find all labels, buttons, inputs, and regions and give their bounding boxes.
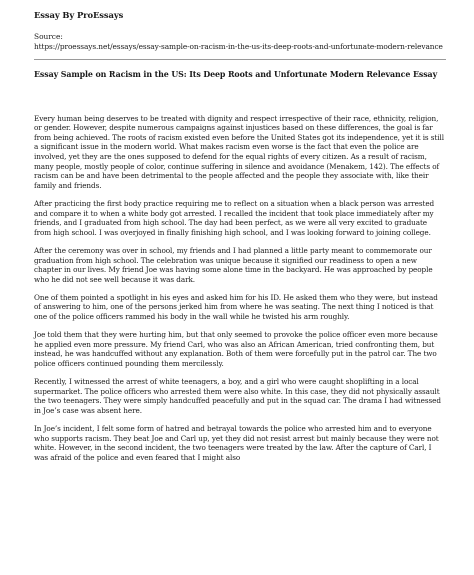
site-title: Essay By ProEssays [34,10,124,20]
essay-paragraph: After practicing the first body practice requiring me to reflect on a situation when a black person was arrested and compare it to when a white body got arrested. I recalled the incident that took place immediately after my friends, and I graduated from high school. The day had been perfect, as we were all very excited to graduate from high school. I was overjoyed in finally finishing high school, and I was looking forward to joining college. [34,198,435,237]
source-label: Source: [34,32,63,41]
essay-paragraph: In Joe’s incident, I felt some form of hatred and betrayal towards the police who arrested him and to everyone who supports racism. They beat Joe and Carl up, yet they did not resist arrest but mainly because they were not white. However, in the second incident, the two teenagers were treated by the law. After the capture of Carl, I was afraid of the police and even feared that I might also [34,424,439,462]
source-url[interactable]: https://proessays.net/essays/essay-sample-on-racism-in-the-us-its-deep-roots-and-unfortunate-modern-relevance [34,41,443,51]
essay-paragraph: Recently, I witnessed the arrest of white teenagers, a boy, and a girl who were caught shoplifting in a local supermarket. The police officers who arrested them were also white. In this case, they did not physically assault the two teenagers. They were simply handcuffed peacefully and put in the squad car. The drama I had witnessed in Joe’s case was absent here. [34,377,441,415]
essay-title: Essay Sample on Racism in the US: Its Deep Roots and Unfortunate Modern Relevance Essay [34,70,438,80]
essay-body [34,114,446,463]
divider [34,59,446,60]
essay-paragraph: After the ceremony was over in school, my friends and I had planned a little party meant to commemorate our graduation from high school. The celebration was unique because it signified our readiness to open a new chapter in our lives. My friend Joe was having some alone time in the backyard. He was approached by people who he did not see well because it was dark. [34,245,433,284]
document-page [34,10,446,471]
essay-paragraph: Joe told them that they were hurting him, but that only seemed to provoke the police officer even more because he applied even more pressure. My friend Carl, who was also an African American, tried confronting them, but instead, he was handcuffed without any explanation. Both of them were forcefully put in the patrol car. The two police officers continued pounding them mercilessly. [34,330,438,369]
essay-paragraph: Every human being deserves to be treated with dignity and respect irrespective of their race, ethnicity, religion, or gender. However, despite numerous campaigns against injustices based on these differences, the goal is far from being achieved. The roots of racism existed even before the United States got its independence, yet it is still a significant issue in the modern world. What makes racism even worse is the fact that even the police are involved, yet they are the ones supposed to defend for the equal rights of every citizen. As a result of racism, many people, mostly people of color, continue suffering in silence and avoidance (Menakem, 142). The effects of racism can be and have been detrimental to the people affected and the people they associate with, like their family and friends. [34,113,444,190]
essay-paragraph: One of them pointed a spotlight in his eyes and asked him for his ID. He asked them who they were, but instead of answering to him, one of the persons jerked him from where he was seating. The next thing I noticed is that one of the police officers rammed his body in the wall while he twisted his arm roughly. [34,292,438,322]
